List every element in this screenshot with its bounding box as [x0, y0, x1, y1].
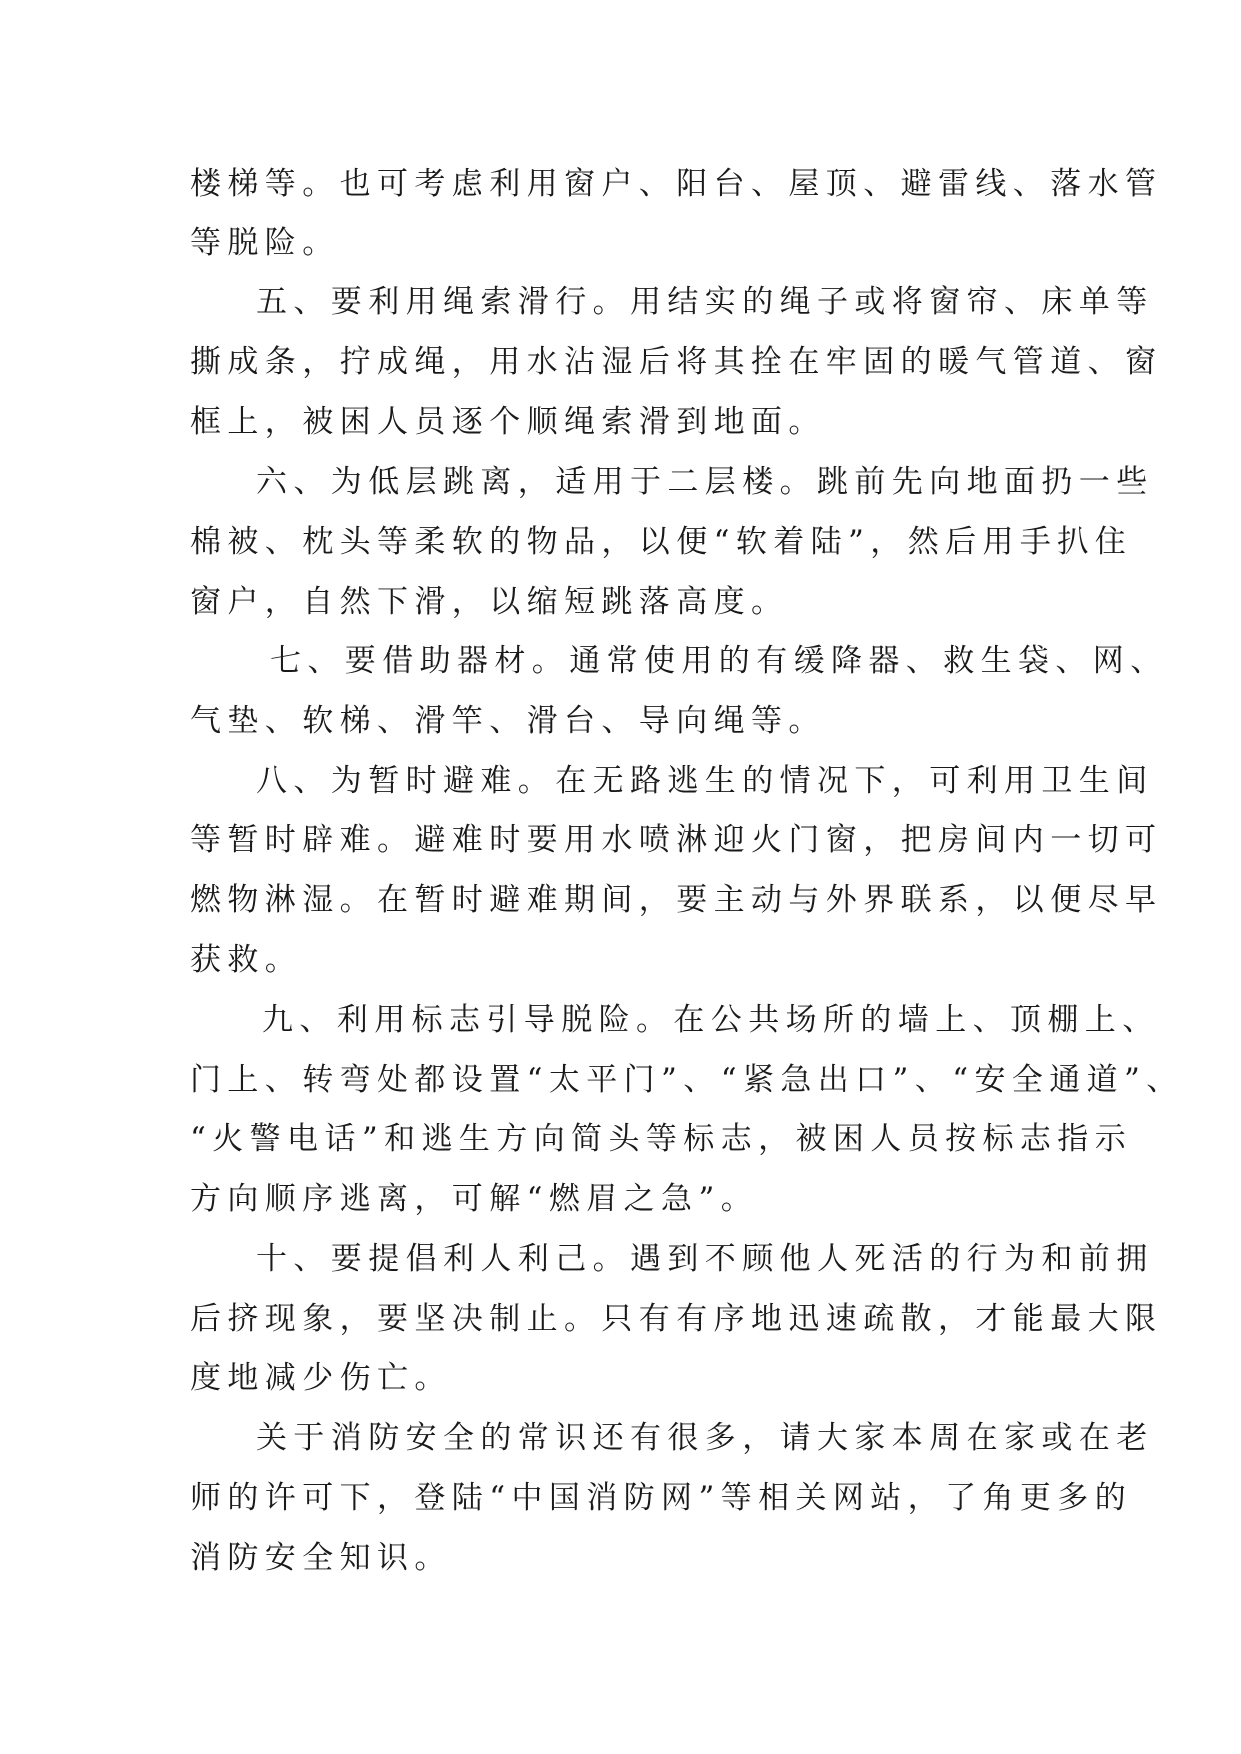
paragraph-line: 框上，被困人员逐个顺绳索滑到地面。 — [190, 404, 826, 440]
paragraph-line: 七、要借助器材。通常使用的有缓降器、救生袋、网、 — [270, 643, 1168, 679]
paragraph-line: 五、要利用绳索滑行。用结实的绳子或将窗帘、床单等 — [256, 284, 1154, 320]
paragraph-line: 后挤现象，要坚决制止。只有有序地迅速疏散，才能最大限 — [190, 1301, 1163, 1337]
paragraph-line: 门上、转弯处都设置“太平门”、“紧急出口”、“安全通道”、 — [190, 1062, 1184, 1098]
paragraph-line: 等脱险。 — [190, 225, 340, 261]
paragraph-line: 窗户，自然下滑，以缩短跳落高度。 — [190, 584, 789, 620]
paragraph-line: 十、要提倡利人利己。遇到不顾他人死活的行为和前拥 — [256, 1241, 1154, 1277]
paragraph-line: 气垫、软梯、滑竿、滑台、导向绳等。 — [190, 703, 826, 739]
paragraph-line: 获救。 — [190, 942, 303, 978]
paragraph-line: 关于消防安全的常识还有很多，请大家本周在家或在老 — [256, 1420, 1154, 1456]
paragraph-line: 棉被、枕头等柔软的物品，以便“软着陆”，然后用手扒住 — [190, 524, 1133, 560]
paragraph-line: 楼梯等。也可考虑利用窗户、阳台、屋顶、避雷线、落水管 — [190, 166, 1163, 202]
paragraph-line: “火警电话”和逃生方向简头等标志，被困人员按标志指示 — [190, 1121, 1133, 1157]
paragraph-line: 师的许可下，登陆“中国消防网”等相关网站，了角更多的 — [190, 1480, 1133, 1516]
paragraph-line: 燃物淋湿。在暂时避难期间，要主动与外界联系，以便尽早 — [190, 882, 1163, 918]
paragraph-line: 消防安全知识。 — [190, 1540, 452, 1576]
paragraph-line: 六、为低层跳离，适用于二层楼。跳前先向地面扔一些 — [256, 464, 1154, 500]
paragraph-line: 方向顺序逃离，可解“燃眉之急”。 — [190, 1181, 759, 1217]
paragraph-line: 九、利用标志引导脱险。在公共场所的墙上、顶棚上、 — [262, 1002, 1160, 1038]
paragraph-line: 八、为暂时避难。在无路逃生的情况下，可利用卫生间 — [256, 763, 1154, 799]
paragraph-line: 撕成条，拧成绳，用水沾湿后将其拴在牢固的暖气管道、窗 — [190, 344, 1163, 380]
paragraph-line: 等暂时辟难。避难时要用水喷淋迎火门窗，把房间内一切可 — [190, 822, 1163, 858]
paragraph-line: 度地减少伤亡。 — [190, 1360, 452, 1396]
